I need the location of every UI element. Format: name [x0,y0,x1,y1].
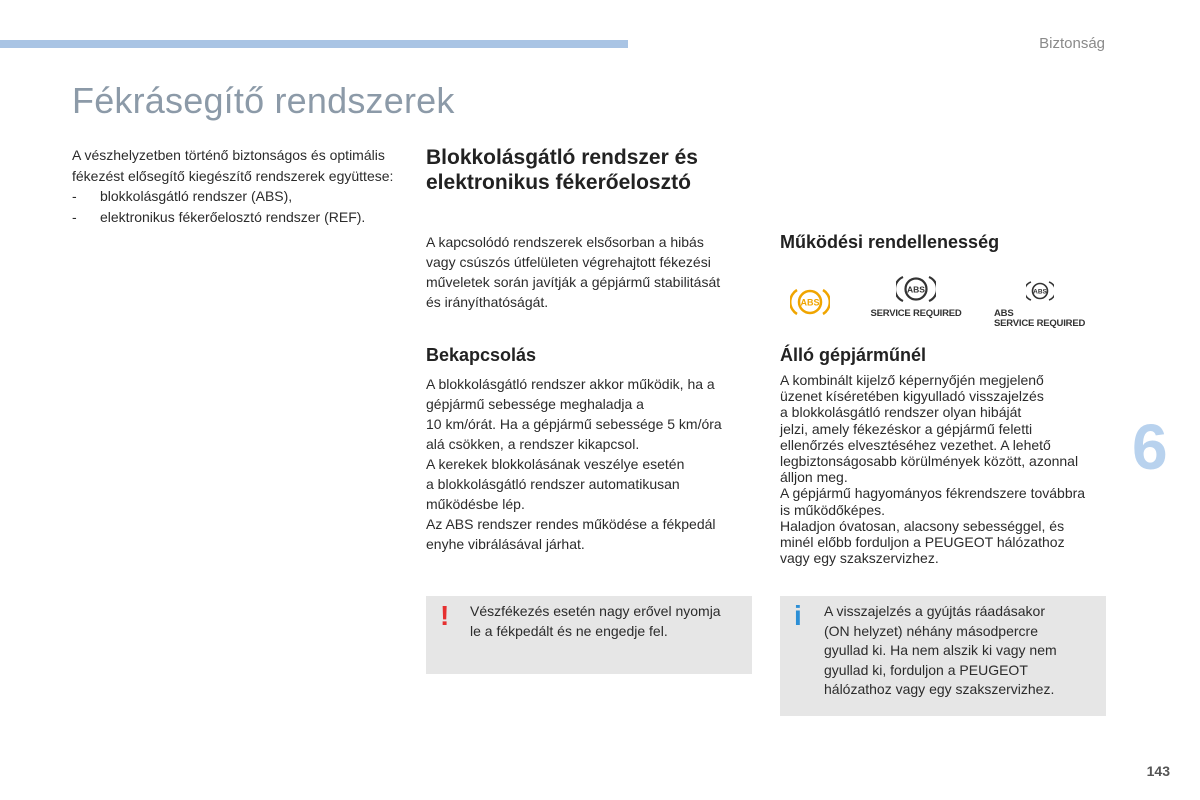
text-line: műveletek során javítják a gépjármű stabilitását [426,274,721,290]
text-line: alá csökken, a rendszer kikapcsol. [426,436,640,452]
warning-note-text [470,602,750,641]
bullet-text: blokkolásgátló rendszer (ABS), [100,188,293,204]
text-line: gépjármű sebessége meghaladja a [426,396,644,412]
text-line: legbiztonságosabb körülmények között, azonnal [780,453,1079,470]
text-line: ellenőrzés elvesztéséhez vezethet. A lehető [780,436,1051,453]
text-line: Haladjon óvatosan, alacsony sebességgel, és [780,517,1065,534]
info-note [780,596,1106,716]
warning-note [426,596,752,674]
text-line: hálózathoz vagy egy szakszervizhez. [824,681,1055,697]
text-line: Vészfékezés esetén nagy erővel nyomja [470,603,721,619]
text-line: Az ABS rendszer rendes működése a fékpedál [426,516,716,532]
bullet-text: elektronikus fékerőelosztó rendszer (REF). [100,208,366,225]
text-line: enyhe vibrálásával járhat. [426,536,585,552]
chapter-number: 6 [1132,411,1168,483]
abs-small-label: ABS [1033,288,1047,296]
malfunction-heading: Működési rendellenesség [780,232,1000,252]
page-number: 143 [1146,763,1170,779]
abs-section-heading [426,145,766,195]
abs-amber-label: ABS [800,297,820,308]
abs-caption: ABS [994,308,1014,319]
abs-service-label: ABS [907,284,925,295]
header-accent-bar [0,40,628,48]
text-line: A kombinált kijelző képernyőjén megjelenő [780,372,1044,388]
text-line: gyullad ki, forduljon a PEUGEOT [824,661,1028,678]
text-line: A kerekek blokkolásának veszélye esetén [426,456,685,472]
text-line: minél előbb forduljon a PEUGEOT hálózathoz [780,534,1065,551]
bullet-dash: - [72,188,77,204]
warning-exclamation-icon: ! [440,600,450,631]
text-line: A blokkolásgátló rendszer akkor működik, ha a [426,376,715,392]
text-line: A kapcsolódó rendszerek elsősorban a hibás [426,234,704,250]
abs-amber-warning-icon [790,286,830,323]
stopped-vehicle-heading: Álló gépjárműnél [780,345,927,365]
stopped-vehicle-text [780,372,1120,566]
page-title: Fékrásegítő rendszerek [72,80,455,121]
text-line: vagy csúszós útfelületen végrehajtott fékezési [426,254,711,270]
text-line: álljon meg. [780,469,848,486]
section-label: Biztonság [1039,35,1105,52]
intro-section [72,145,402,227]
heading-line: elektronikus fékerőelosztó [426,171,691,194]
text-line: (ON helyzet) néhány másodpercre [824,622,1038,639]
abs-description [426,232,766,312]
service-required-caption: SERVICE REQUIRED [994,318,1086,329]
text-line: a blokkolásgátló rendszer automatikusan [426,476,680,492]
text-line: A visszajelzés a gyújtás ráadásakor [824,603,1045,619]
text-line: vagy egy szakszervizhez. [780,550,939,567]
abs-service-required-icon [866,274,966,319]
abs-small-icon [1026,280,1094,307]
text-line: üzenet kíséretében kigyulladó visszajelzés [780,388,1044,405]
intro-text: A vészhelyzetben történő biztonságos és optimális fékezést elősegítő kiegészítő rendszerek együttese: [72,147,394,184]
text-line: a blokkolásgátló rendszer olyan hibáját [780,404,1022,421]
text-line: és irányíthatóságát. [426,294,549,310]
warning-lamp-icons [780,270,1110,330]
info-icon: i [794,600,802,631]
abs-service-required-text-icon [994,280,1094,329]
list-item [72,207,402,228]
intro-bullet-list [72,186,402,227]
activation-heading: Bekapcsolás [426,345,537,365]
text-line: le a fékpedált és ne engedje fel. [470,622,668,639]
text-line: A gépjármű hagyományos fékrendszere továbbra [780,485,1086,502]
text-line: működésbe lép. [426,496,525,512]
heading-line: Blokkolásgátló rendszer és [426,146,698,169]
text-line: is működőképes. [780,501,886,518]
activation-text [426,374,766,554]
bullet-dash: - [72,208,77,225]
list-item [72,186,402,207]
text-line: 10 km/órát. Ha a gépjármű sebessége 5 km/óra [426,416,722,432]
text-line: jelzi, amely fékezéskor a gépjármű feletti [780,420,1033,437]
service-required-caption: SERVICE REQUIRED [870,308,962,319]
info-note-text [824,602,1104,700]
text-line: gyullad ki. Ha nem alszik ki vagy nem [824,642,1057,658]
